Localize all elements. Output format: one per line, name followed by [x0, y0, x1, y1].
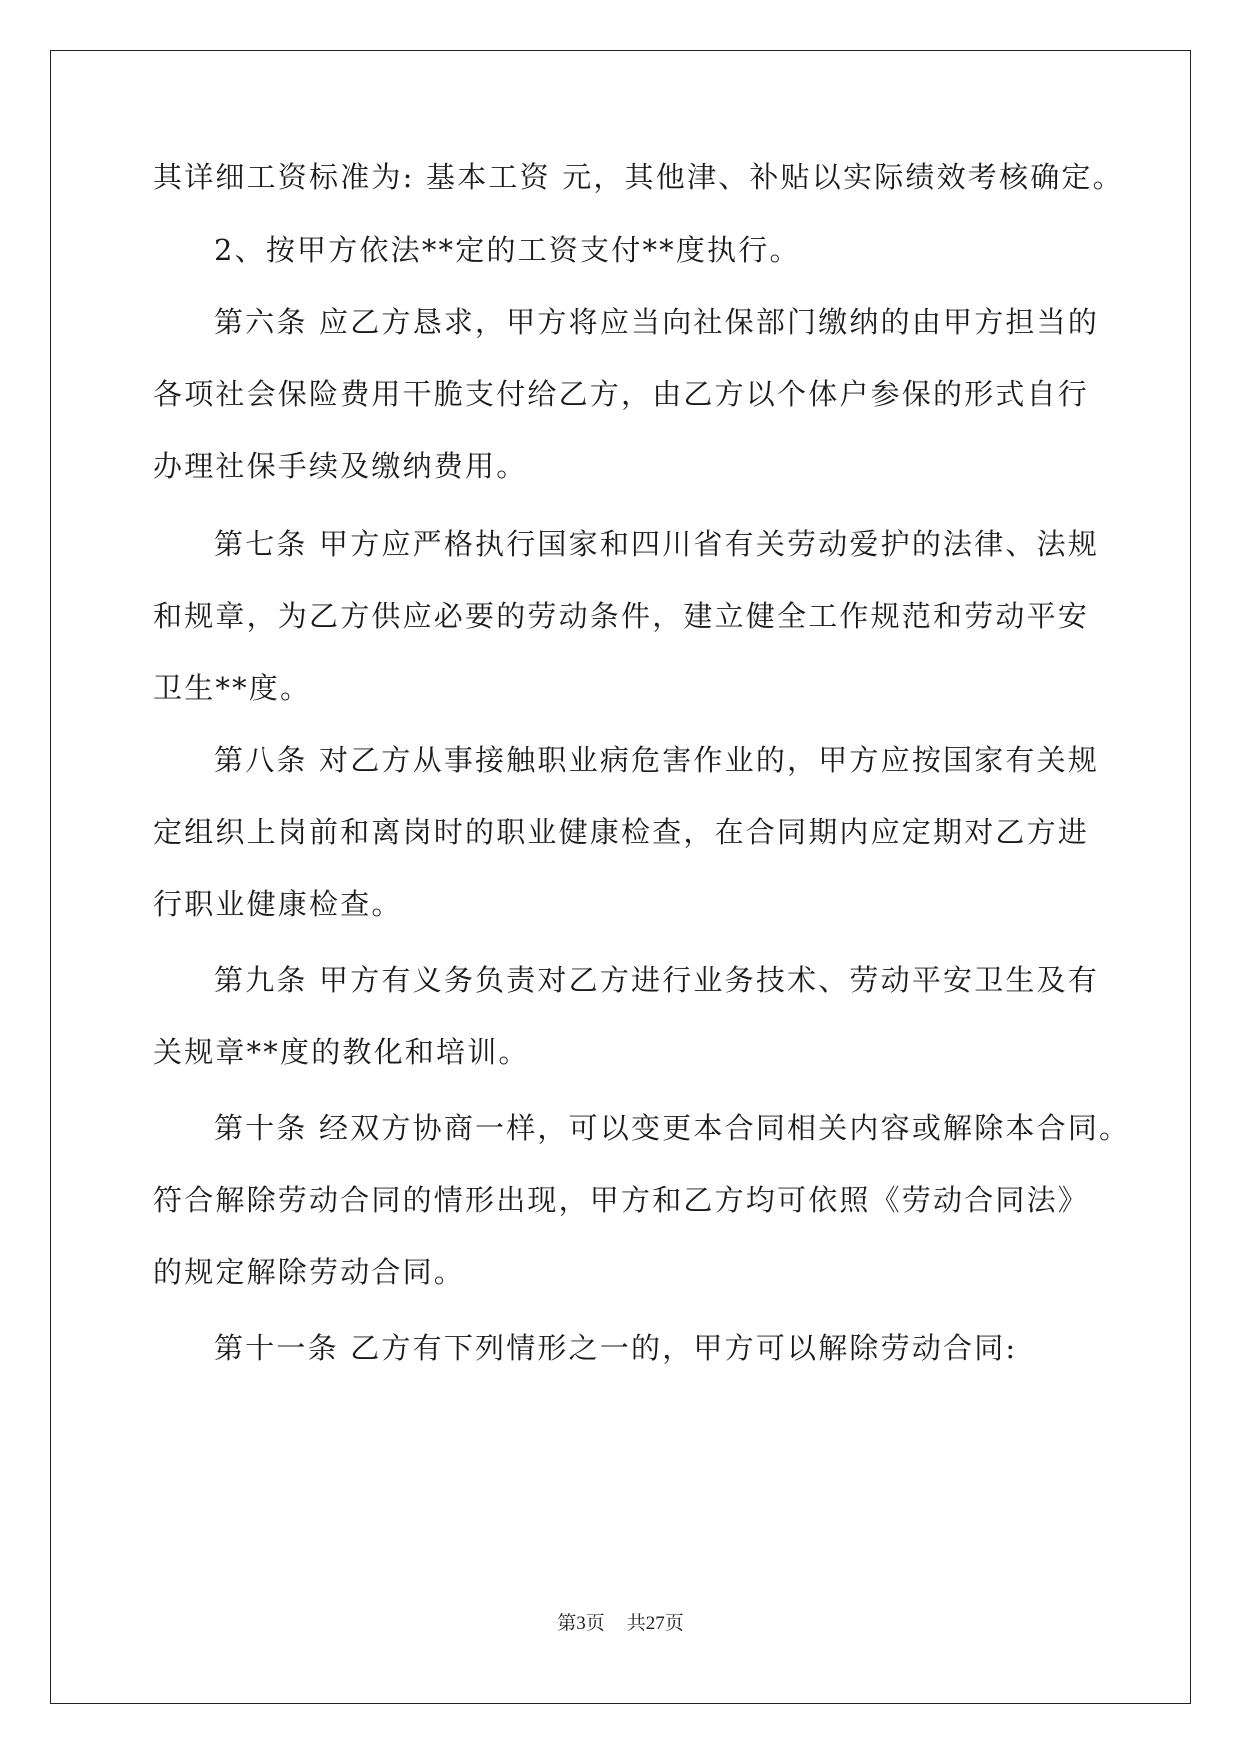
text-line: 和规章，为乙方供应必要的劳动条件，建立健全工作规范和劳动平安	[153, 599, 1090, 633]
text-line: 行职业健康检查。	[153, 887, 403, 921]
text-line: 各项社会保险费用干脆支付给乙方，由乙方以个体户参保的形式自行	[153, 377, 1090, 411]
text-line: 第十条 经双方协商一样，可以变更本合同相关内容或解除本合同。	[214, 1111, 1131, 1145]
text-line: 关规章**度的教化和培训。	[153, 1035, 530, 1069]
text-line: 第十一条 乙方有下列情形之一的，甲方可以解除劳动合同:	[214, 1331, 1018, 1365]
page-border	[50, 50, 1191, 1704]
text-line: 卫生**度。	[153, 671, 312, 705]
page-number: 第3页	[557, 1613, 605, 1634]
text-line: 第七条 甲方应严格执行国家和四川省有关劳动爱护的法律、法规	[214, 527, 1100, 561]
text-line: 定组织上岗前和离岗时的职业健康检查，在合同期内应定期对乙方进	[153, 815, 1090, 849]
text-line: 第六条 应乙方恳求，甲方将应当向社保部门缴纳的由甲方担当的	[214, 305, 1100, 339]
text-line: 办理社保手续及缴纳费用。	[153, 449, 528, 483]
text-line: 2、按甲方依法**定的工资支付**度执行。	[214, 233, 801, 267]
text-line: 符合解除劳动合同的情形出现，甲方和乙方均可依照《劳动合同法》	[153, 1183, 1090, 1217]
text-line: 第九条 甲方有义务负责对乙方进行业务技术、劳动平安卫生及有	[214, 963, 1100, 997]
text-line: 其详细工资标准为: 基本工资 元，其他津、补贴以实际绩效考核确定。	[153, 160, 1124, 194]
page-footer	[0, 1612, 1241, 1636]
text-line: 第八条 对乙方从事接触职业病危害作业的，甲方应按国家有关规	[214, 743, 1100, 777]
total-pages: 共27页	[626, 1613, 684, 1634]
text-line: 的规定解除劳动合同。	[153, 1255, 466, 1289]
